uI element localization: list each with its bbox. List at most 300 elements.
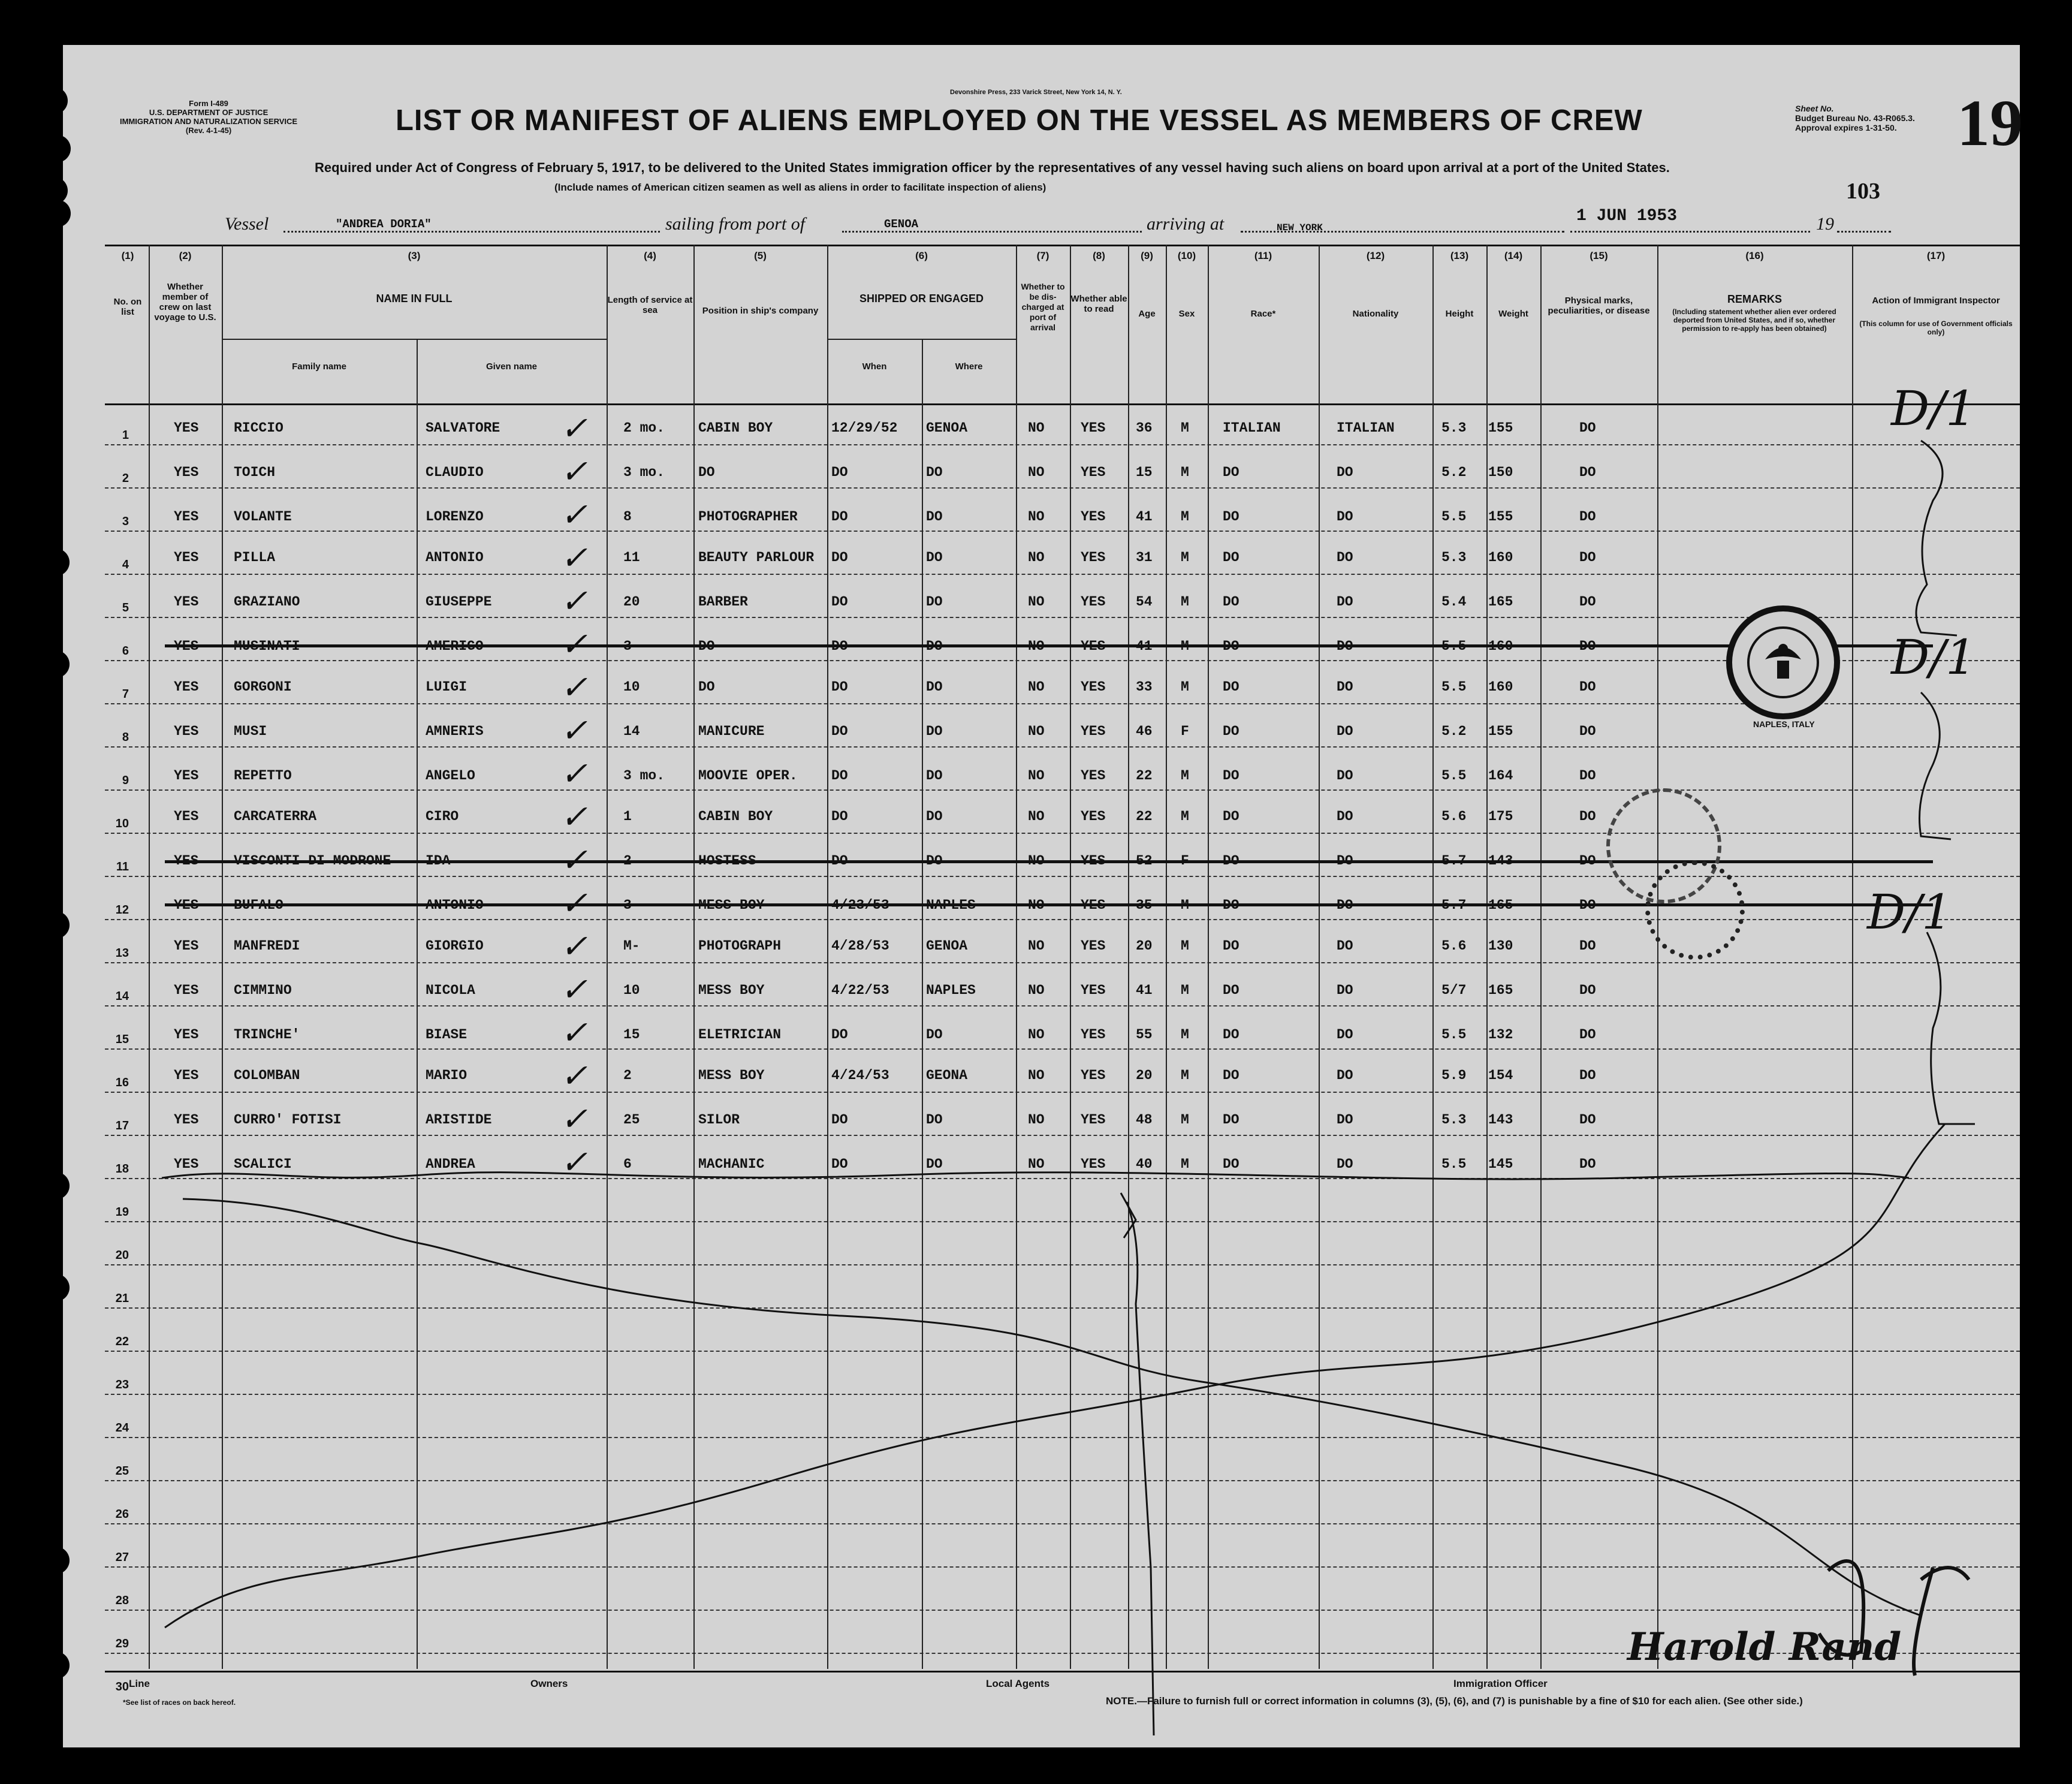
cell-sex: M	[1181, 897, 1189, 913]
cell-prev: YES	[174, 550, 199, 565]
cell-marks: DO	[1579, 897, 1596, 913]
cell-given: GIUSEPPE	[426, 594, 492, 610]
cell-race: DO	[1223, 679, 1239, 695]
cell-height: 5.5	[1441, 638, 1467, 654]
cell-given: ANTONIO	[426, 550, 484, 565]
cell-sex: M	[1181, 509, 1189, 525]
cell-family: GRAZIANO	[234, 594, 300, 610]
cell-read: YES	[1081, 809, 1106, 824]
cell-service: 25	[623, 1112, 640, 1128]
cell-when: DO	[831, 809, 848, 824]
cell-prev: YES	[174, 768, 199, 783]
cell-weight: 150	[1488, 465, 1513, 480]
cell-race: DO	[1223, 853, 1239, 869]
inspector-mark: D/1	[1891, 629, 1976, 685]
remarks-note: (Including statement whether alien ever ordered deported from United States, and if so, whether permission to re-apply has been obtained)	[1672, 308, 1836, 333]
row-number: 15	[115, 1033, 129, 1046]
cell-when: DO	[831, 509, 848, 525]
cell-disch: NO	[1028, 1027, 1045, 1042]
col-num: (10)	[1177, 250, 1196, 261]
cell-disch: NO	[1028, 594, 1045, 610]
cell-position: MANICURE	[698, 724, 765, 739]
cell-sex: M	[1181, 679, 1189, 695]
cell-read: YES	[1081, 1068, 1106, 1083]
cell-disch: NO	[1028, 1156, 1045, 1172]
row-number: 19	[115, 1206, 129, 1219]
cell-when: DO	[831, 1112, 848, 1128]
row-number: 4	[122, 558, 129, 571]
cell-when: 12/29/52	[831, 420, 898, 436]
cell-marks: DO	[1579, 853, 1596, 869]
cell-given: BIASE	[426, 1027, 468, 1042]
cell-sex: M	[1181, 594, 1189, 610]
cell-age: 54	[1136, 594, 1153, 610]
cell-where: DO	[926, 509, 943, 525]
cell-service: 3 mo.	[623, 768, 665, 783]
cell-service: 2 mo.	[623, 420, 665, 436]
cell-service: 3	[623, 897, 632, 913]
cell-position: MOOVIE OPER.	[698, 768, 798, 783]
cell-prev: YES	[174, 853, 199, 869]
cell-marks: DO	[1579, 724, 1596, 739]
cell-height: 5.5	[1441, 679, 1467, 695]
cell-sex: F	[1181, 724, 1189, 739]
row-number: 11	[116, 860, 129, 873]
cell-when: DO	[831, 679, 848, 695]
sheet-label: Sheet No.	[1795, 104, 1834, 113]
cell-height: 5.9	[1441, 1068, 1467, 1083]
cell-service: 8	[623, 509, 632, 525]
cell-family: MUSI	[234, 724, 267, 739]
cell-height: 5.2	[1441, 724, 1467, 739]
seal-caption: NAPLES, ITALY	[1753, 719, 1815, 729]
cell-prev: YES	[174, 679, 199, 695]
cell-nat: DO	[1337, 768, 1353, 783]
cell-age: 40	[1136, 1156, 1153, 1172]
cell-disch: NO	[1028, 897, 1045, 913]
cell-read: YES	[1081, 853, 1106, 869]
cell-position: MESS BOY	[698, 897, 765, 913]
cell-service: 6	[623, 1156, 632, 1172]
cell-age: 52	[1136, 853, 1153, 869]
check-mark-icon: ✓	[560, 668, 588, 706]
cell-family: RICCIO	[234, 420, 283, 436]
cell-nat: DO	[1337, 679, 1353, 695]
col-head-read: Whether able to read	[1070, 294, 1127, 314]
check-mark-icon: ✓	[560, 755, 588, 792]
cell-family: CIMMINO	[234, 983, 292, 998]
cell-race: DO	[1223, 768, 1239, 783]
cell-when: DO	[831, 853, 848, 869]
cell-race: DO	[1223, 1156, 1239, 1172]
cell-read: YES	[1081, 897, 1106, 913]
cell-sex: M	[1181, 465, 1189, 480]
col-num: (12)	[1366, 250, 1385, 261]
cell-where: DO	[926, 638, 943, 654]
cell-weight: 164	[1488, 768, 1513, 783]
col-head-name: NAME IN FULL	[376, 293, 453, 305]
row-number: 3	[122, 515, 129, 528]
manifest-sheet	[63, 45, 2023, 1747]
cell-height: 5.5	[1441, 768, 1467, 783]
row-number: 25	[115, 1464, 129, 1478]
cell-sex: M	[1181, 1068, 1189, 1083]
budget-line: Budget Bureau No. 43-R065.3.	[1795, 113, 1915, 123]
revision-date: (Rev. 4-1-45)	[185, 126, 232, 135]
row-number: 14	[115, 990, 129, 1003]
cell-disch: NO	[1028, 809, 1045, 824]
form-number: Form I-489	[189, 99, 228, 108]
officer-signature: Harold Rand	[1627, 1625, 1902, 1670]
col-num: (13)	[1450, 250, 1469, 261]
action-note: (This column for use of Government officials only)	[1859, 320, 2013, 336]
cell-marks: DO	[1579, 594, 1596, 610]
cell-position: SILOR	[698, 1112, 740, 1128]
cell-age: 36	[1136, 420, 1153, 436]
col-head-position: Position in ship's company	[702, 306, 819, 316]
cell-position: MESS BOY	[698, 983, 765, 998]
cell-disch: NO	[1028, 853, 1045, 869]
cell-sex: M	[1181, 938, 1189, 954]
cell-given: ANGELO	[426, 768, 475, 783]
check-mark-icon: ✓	[560, 496, 588, 534]
cell-nat: DO	[1337, 594, 1353, 610]
cell-weight: 165	[1488, 897, 1513, 913]
cell-read: YES	[1081, 983, 1106, 998]
cell-weight: 165	[1488, 594, 1513, 610]
cell-position: PHOTOGRAPHER	[698, 509, 798, 525]
cell-nat: DO	[1337, 853, 1353, 869]
check-mark-icon: ✓	[560, 1014, 588, 1051]
cell-marks: DO	[1579, 1027, 1596, 1042]
cell-disch: NO	[1028, 509, 1045, 525]
cell-sex: M	[1181, 638, 1189, 654]
check-mark-icon: ✓	[560, 1057, 588, 1095]
cell-prev: YES	[174, 809, 199, 824]
cell-race: DO	[1223, 550, 1239, 565]
cell-read: YES	[1081, 420, 1106, 436]
arrival-date: 1 JUN 1953	[1576, 207, 1678, 225]
cell-read: YES	[1081, 509, 1106, 525]
check-mark-icon: ✓	[560, 409, 588, 447]
cell-given: LORENZO	[426, 509, 484, 525]
col-num: (1)	[121, 250, 134, 261]
cell-family: CURRO' FOTISI	[234, 1112, 342, 1128]
cell-given: SALVATORE	[426, 420, 500, 436]
cell-read: YES	[1081, 679, 1106, 695]
cell-position: MACHANIC	[698, 1156, 765, 1172]
cell-height: 5.5	[1441, 1156, 1467, 1172]
col-num: (7)	[1036, 250, 1049, 261]
cell-age: 48	[1136, 1112, 1153, 1128]
cell-prev: YES	[174, 594, 199, 610]
cell-position: HOSTESS	[698, 853, 756, 869]
col-head-shipped: SHIPPED OR ENGAGED	[859, 293, 984, 305]
cell-service: 14	[623, 724, 640, 739]
cell-prev: YES	[174, 465, 199, 480]
cell-service: 10	[623, 983, 640, 998]
cell-position: CABIN BOY	[698, 809, 773, 824]
row-number: 8	[122, 731, 129, 744]
cell-marks: DO	[1579, 465, 1596, 480]
col-num: (9)	[1141, 250, 1153, 261]
cell-marks: DO	[1579, 768, 1596, 783]
col-head-age: Age	[1138, 309, 1156, 319]
cell-marks: DO	[1579, 938, 1596, 954]
cell-family: PILLA	[234, 550, 276, 565]
row-number: 16	[115, 1076, 129, 1089]
cell-where: NAPLES	[926, 897, 976, 913]
cell-when: DO	[831, 550, 848, 565]
cell-marks: DO	[1579, 550, 1596, 565]
cell-age: 33	[1136, 679, 1153, 695]
col-num: (5)	[754, 250, 767, 261]
cell-height: 5.7	[1441, 853, 1467, 869]
printer-line: Devonshire Press, 233 Varick Street, New York 14, N. Y.	[950, 89, 1122, 96]
cell-read: YES	[1081, 1156, 1106, 1172]
include-notice: (Include names of American citizen seamen as well as aliens in order to facilitate inspection of aliens)	[554, 182, 1046, 193]
cell-height: 5.4	[1441, 594, 1467, 610]
col-head-remarks: REMARKS	[1727, 293, 1782, 305]
inspector-mark: D/1	[1891, 381, 1976, 436]
cell-where: GEONA	[926, 1068, 968, 1083]
cell-disch: NO	[1028, 1068, 1045, 1083]
act-notice: Required under Act of Congress of February 5, 1917, to be delivered to the United States immigration officer by the representatives of any vessel having such aliens on board upon arrival at a port of the United States.	[315, 160, 1670, 175]
col-head-action: Action of Immigrant Inspector	[1872, 296, 2000, 306]
col-num: (2)	[179, 250, 192, 261]
cell-sex: M	[1181, 768, 1189, 783]
cell-when: DO	[831, 724, 848, 739]
cell-height: 5.6	[1441, 938, 1467, 954]
col-num: (15)	[1590, 250, 1608, 261]
col-num: (14)	[1504, 250, 1523, 261]
page-title: LIST OR MANIFEST OF ALIENS EMPLOYED ON THE VESSEL AS MEMBERS OF CREW	[396, 104, 1643, 137]
row-number: 13	[115, 947, 129, 960]
cell-height: 5.6	[1441, 809, 1467, 824]
cell-family: REPETTO	[234, 768, 292, 783]
cell-position: PHOTOGRAPH	[698, 938, 782, 954]
cell-given: AMERIGO	[426, 638, 484, 654]
cell-marks: DO	[1579, 1068, 1596, 1083]
footer-line-label: Line	[129, 1678, 150, 1689]
cell-family: SCALICI	[234, 1156, 292, 1172]
cell-age: 35	[1136, 897, 1153, 913]
cell-family: VISCONTI DI MODRONE	[234, 853, 391, 869]
cell-given: AMNERIS	[426, 724, 484, 739]
cell-where: DO	[926, 1027, 943, 1042]
cell-prev: YES	[174, 420, 199, 436]
cell-sex: M	[1181, 1027, 1189, 1042]
cell-where: DO	[926, 1112, 943, 1128]
sub-head-when: When	[862, 361, 887, 372]
row-number: 18	[115, 1162, 129, 1176]
cell-weight: 165	[1488, 983, 1513, 998]
footer-agents-label: Local Agents	[986, 1678, 1050, 1689]
check-mark-icon: ✓	[560, 884, 588, 922]
row-number: 28	[115, 1594, 129, 1607]
check-mark-icon: ✓	[560, 453, 588, 490]
cell-given: CIRO	[426, 809, 459, 824]
row-number: 9	[122, 774, 129, 787]
col-num: (8)	[1093, 250, 1105, 261]
cell-weight: 160	[1488, 638, 1513, 654]
footer-officer-label: Immigration Officer	[1453, 1678, 1548, 1689]
cell-prev: YES	[174, 509, 199, 525]
col-head-discharged: Whether to be dis-charged at port of arrival	[1021, 282, 1065, 332]
cell-family: GORGONI	[234, 679, 292, 695]
check-mark-icon: ✓	[560, 582, 588, 620]
cell-nat: DO	[1337, 724, 1353, 739]
col-num: (11)	[1254, 250, 1272, 261]
cell-disch: NO	[1028, 983, 1045, 998]
cell-position: BARBER	[698, 594, 748, 610]
sub-head-where: Where	[955, 361, 983, 372]
cell-weight: 143	[1488, 853, 1513, 869]
cell-sex: M	[1181, 420, 1189, 436]
cell-position: DO	[698, 679, 715, 695]
cell-given: LUIGI	[426, 679, 468, 695]
col-num: (4)	[644, 250, 656, 261]
row-number: 2	[122, 472, 129, 485]
cell-race: DO	[1223, 1068, 1239, 1083]
cell-where: DO	[926, 679, 943, 695]
cell-when: DO	[831, 768, 848, 783]
cell-nat: DO	[1337, 550, 1353, 565]
cell-weight: 143	[1488, 1112, 1513, 1128]
cell-race: DO	[1223, 983, 1239, 998]
departure-port: GENOA	[884, 218, 919, 231]
cell-marks: DO	[1579, 679, 1596, 695]
cell-nat: DO	[1337, 509, 1353, 525]
cell-read: YES	[1081, 1027, 1106, 1042]
sheet-number: 19	[1957, 86, 2023, 159]
row-number: 1	[122, 429, 129, 442]
cell-where: DO	[926, 809, 943, 824]
cell-read: YES	[1081, 724, 1106, 739]
cell-weight: 132	[1488, 1027, 1513, 1042]
year-label: 19	[1816, 214, 1834, 234]
cell-age: 41	[1136, 509, 1153, 525]
row-number: 5	[122, 601, 129, 614]
sub-head-given: Given name	[485, 361, 538, 372]
cell-prev: YES	[174, 1156, 199, 1172]
cell-where: DO	[926, 1156, 943, 1172]
cell-age: 46	[1136, 724, 1153, 739]
cell-disch: NO	[1028, 550, 1045, 565]
cell-when: 4/23/53	[831, 897, 889, 913]
cell-weight: 155	[1488, 724, 1513, 739]
cell-where: DO	[926, 853, 943, 869]
col-head-nationality: Nationality	[1352, 309, 1399, 319]
check-mark-icon: ✓	[560, 539, 588, 577]
cell-sex: M	[1181, 983, 1189, 998]
cell-service: 2	[623, 853, 632, 869]
col-num: (16)	[1745, 250, 1764, 261]
cell-read: YES	[1081, 1112, 1106, 1128]
col-head-race: Race*	[1250, 309, 1276, 319]
cell-service: 10	[623, 679, 640, 695]
cell-disch: NO	[1028, 679, 1045, 695]
cell-service: 15	[623, 1027, 640, 1042]
cell-height: 5.3	[1441, 420, 1467, 436]
cell-service: 3	[623, 638, 632, 654]
service-name: IMMIGRATION AND NATURALIZATION SERVICE	[120, 117, 298, 126]
col-head-marks: Physical marks, peculiarities, or disease	[1548, 296, 1650, 316]
cell-family: VOLANTE	[234, 509, 292, 525]
cell-prev: YES	[174, 1027, 199, 1042]
cell-race: DO	[1223, 724, 1239, 739]
cell-position: DO	[698, 465, 715, 480]
cell-marks: DO	[1579, 1156, 1596, 1172]
cell-position: DO	[698, 638, 715, 654]
cell-marks: DO	[1579, 638, 1596, 654]
races-note: *See list of races on back hereof.	[123, 1698, 236, 1707]
footer-owners-label: Owners	[530, 1678, 568, 1689]
cell-height: 5.5	[1441, 1027, 1467, 1042]
cell-height: 5/7	[1441, 983, 1467, 998]
department-name: U.S. DEPARTMENT OF JUSTICE	[149, 108, 269, 117]
cell-age: 55	[1136, 1027, 1153, 1042]
cell-where: DO	[926, 550, 943, 565]
cell-nat: DO	[1337, 1112, 1353, 1128]
cell-age: 22	[1136, 809, 1153, 824]
cell-service: 3 mo.	[623, 465, 665, 480]
cell-position: ELETRICIAN	[698, 1027, 782, 1042]
vessel-label: Vessel	[225, 214, 269, 234]
cell-weight: 154	[1488, 1068, 1513, 1083]
col-num: (6)	[915, 250, 928, 261]
cell-weight: 130	[1488, 938, 1513, 954]
inspector-mark: D/1	[1867, 884, 1952, 940]
cell-given: NICOLA	[426, 983, 475, 998]
check-mark-icon: ✓	[560, 1100, 588, 1138]
col-num: (3)	[408, 250, 421, 261]
cell-nat: DO	[1337, 897, 1353, 913]
cell-read: YES	[1081, 465, 1106, 480]
cell-age: 41	[1136, 983, 1153, 998]
sailing-label: sailing from port of	[665, 214, 806, 234]
row-number: 26	[115, 1508, 129, 1521]
cell-sex: M	[1181, 1112, 1189, 1128]
cell-disch: NO	[1028, 420, 1045, 436]
cell-race: DO	[1223, 938, 1239, 954]
row-number: 29	[115, 1637, 129, 1650]
cell-family: TOICH	[234, 465, 276, 480]
cell-weight: 160	[1488, 679, 1513, 695]
row-number: 27	[115, 1551, 129, 1564]
cell-prev: YES	[174, 724, 199, 739]
cell-height: 5.2	[1441, 465, 1467, 480]
cell-prev: YES	[174, 938, 199, 954]
cell-sex: F	[1181, 853, 1189, 869]
cell-age: 20	[1136, 938, 1153, 954]
cancellation-lines	[63, 45, 2020, 1747]
col-num: (17)	[1926, 250, 1946, 261]
cell-nat: DO	[1337, 938, 1353, 954]
row-number: 10	[115, 817, 129, 830]
cell-given: IDA	[426, 853, 451, 869]
row-number: 12	[115, 903, 129, 917]
cell-nat: DO	[1337, 1156, 1353, 1172]
cell-family: CARCATERRA	[234, 809, 317, 824]
cell-family: MANFREDI	[234, 938, 300, 954]
cell-age: 31	[1136, 550, 1153, 565]
cell-when: DO	[831, 465, 848, 480]
cell-sex: M	[1181, 1156, 1189, 1172]
cell-marks: DO	[1579, 809, 1596, 824]
cell-given: ANDREA	[426, 1156, 475, 1172]
cell-race: DO	[1223, 809, 1239, 824]
